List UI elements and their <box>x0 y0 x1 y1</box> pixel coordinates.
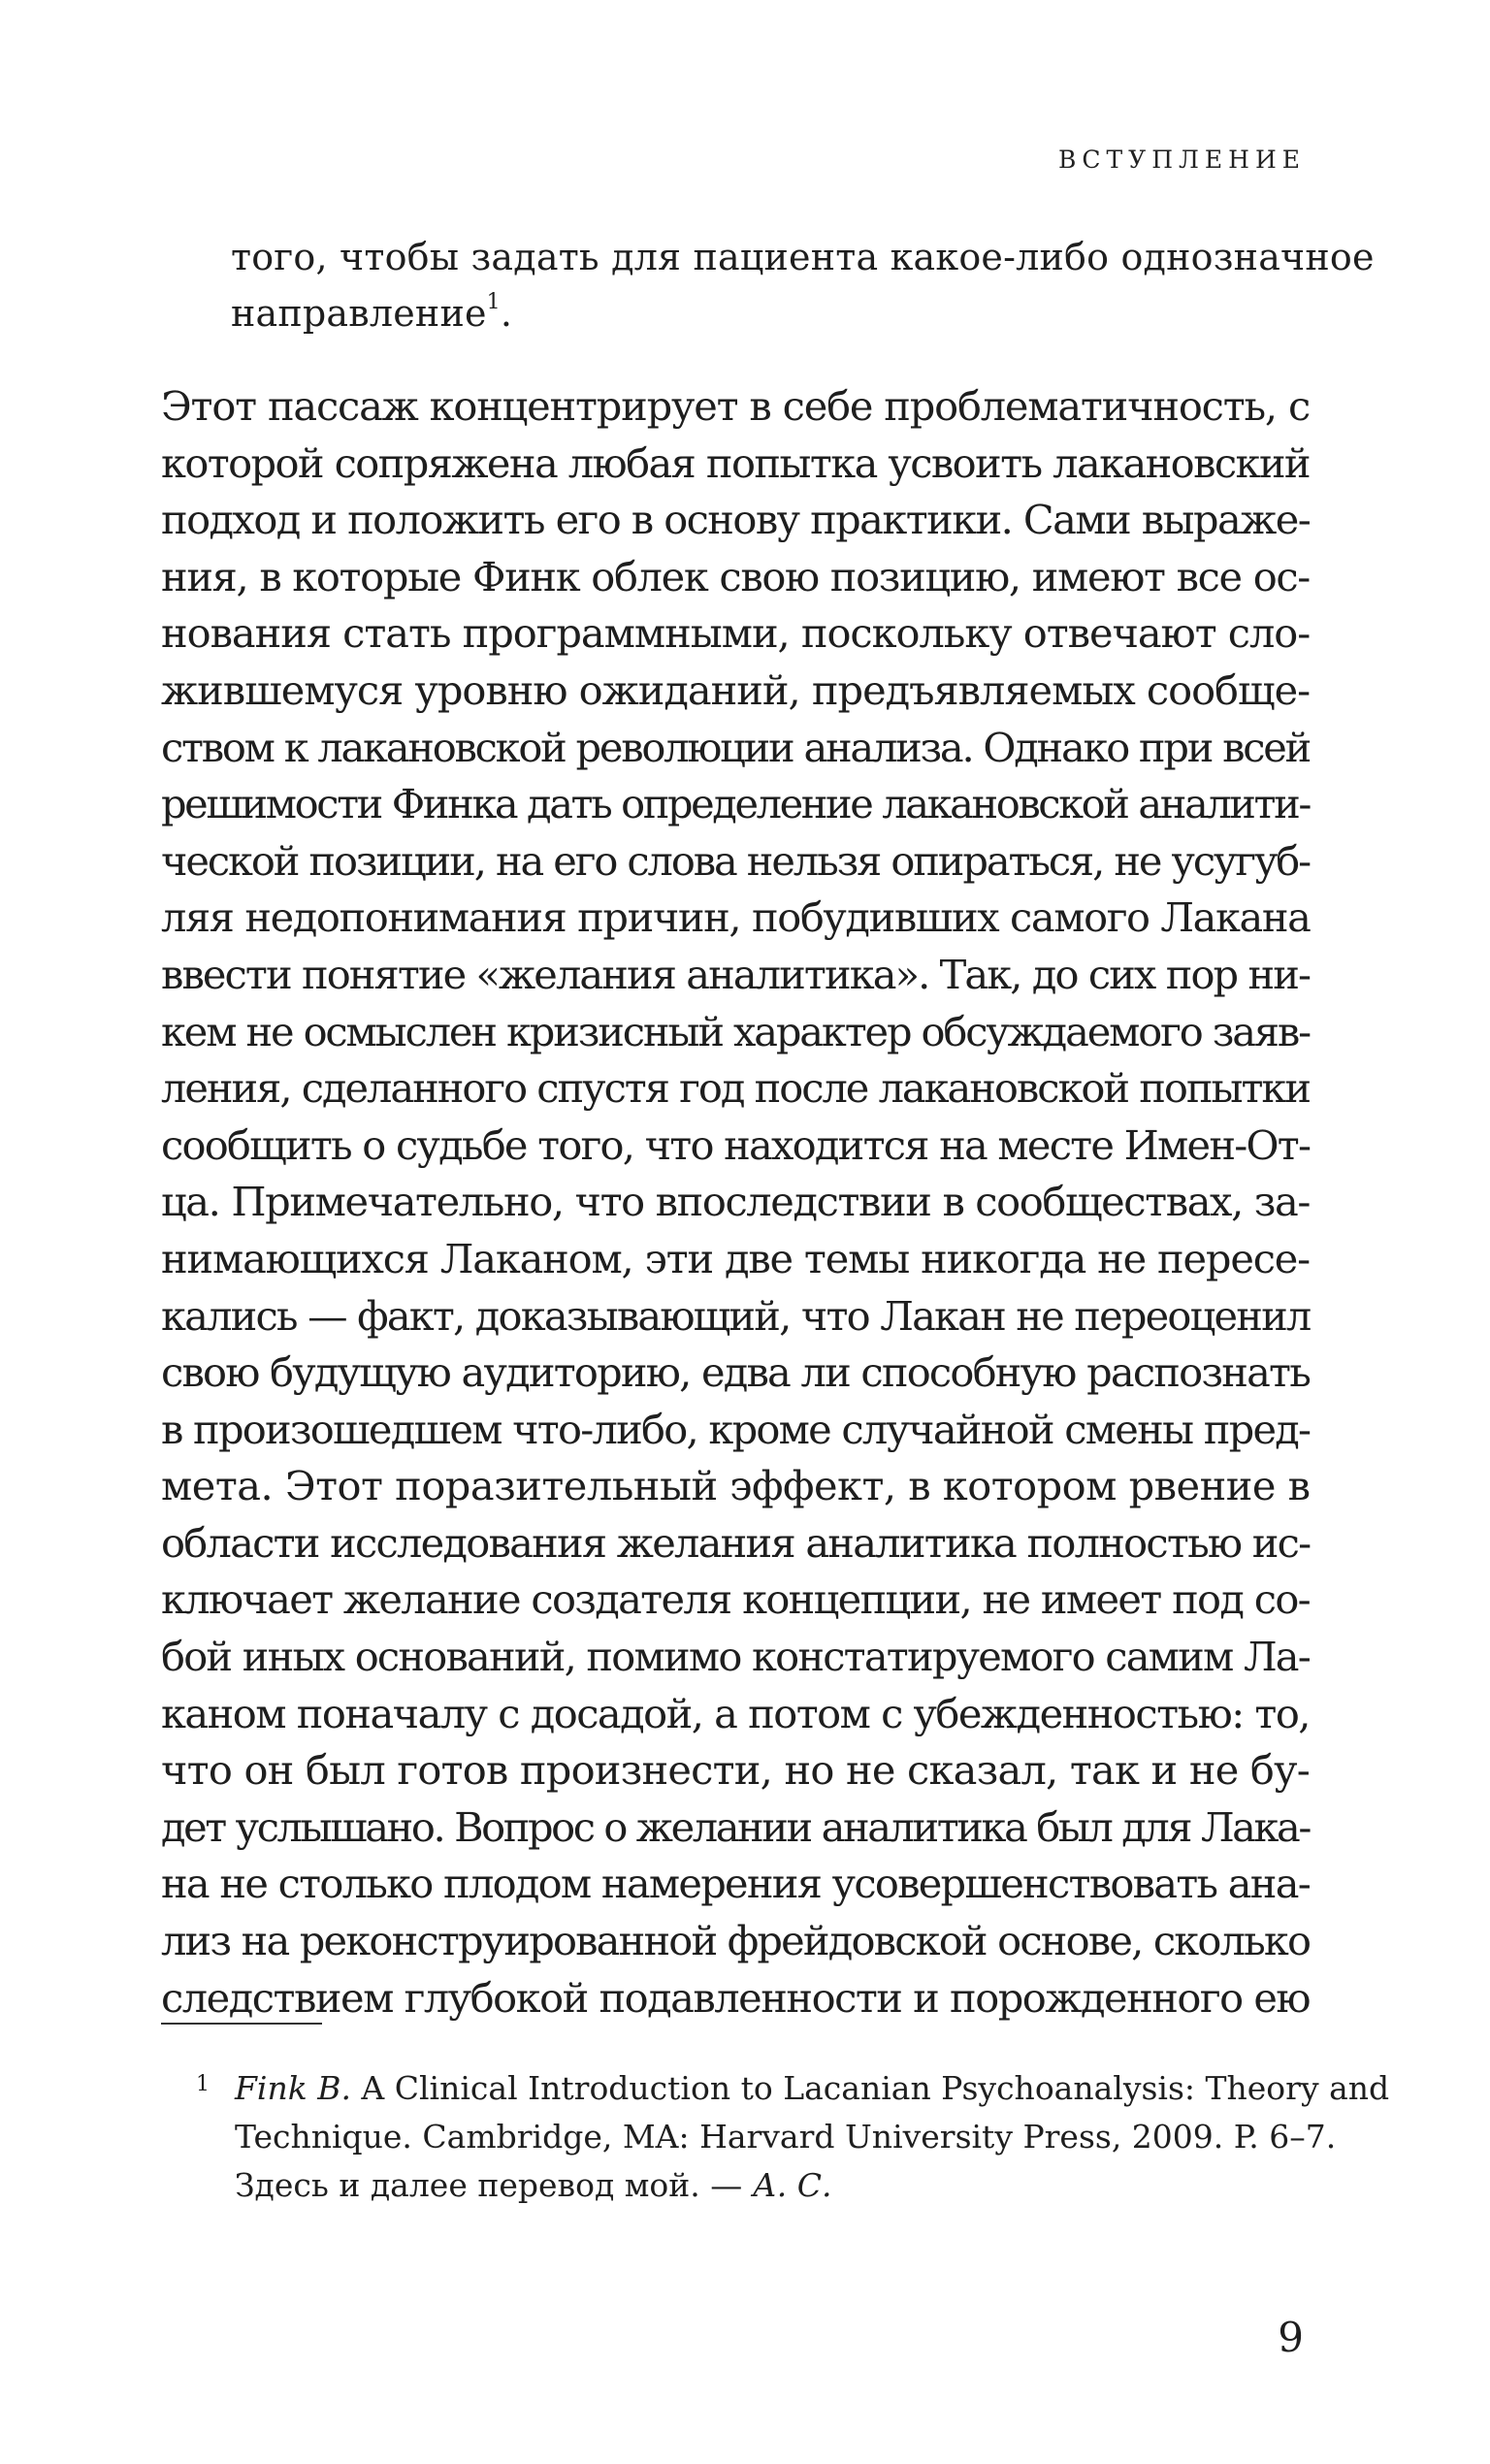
paragraph-line: свою будущую аудиторию, едва ли способную распознать <box>161 1348 1310 1397</box>
paragraph-line: нования стать программными, поскольку отвечают сло- <box>161 609 1311 658</box>
paragraph-line: ввести понятие «желания аналитика». Так, до сих пор ни- <box>161 950 1311 998</box>
paragraph-line: которой сопряжена любая попытка усвоить лакановский <box>161 438 1310 487</box>
running-head: ВСТУПЛЕНИЕ <box>1057 146 1306 174</box>
paragraph-line: жившемуся уровню ожиданий, предъявляемых сообще- <box>161 665 1311 714</box>
paragraph-line: следствием глубокой подавленности и порожденного ею <box>161 1973 1311 2022</box>
footnote-line <box>235 2064 1390 2113</box>
paragraph-line: ческой позиции, на его слова нельзя опираться, не усугуб- <box>161 836 1311 885</box>
footnote-translator-initials: А. С. <box>752 2166 832 2204</box>
footnote-reference[interactable]: 1 <box>486 290 501 315</box>
footnote <box>161 2064 1390 2210</box>
footnote-line <box>235 2161 1315 2210</box>
quote-line-end: . <box>500 292 513 335</box>
paragraph-line: нимающихся Лаканом, эти две темы никогда не пересе- <box>161 1234 1310 1282</box>
quote-line: того, чтобы задать для пациента какое-либо однозначное <box>231 236 1375 278</box>
footnote-note: Здесь и далее перевод мой. — <box>235 2166 753 2204</box>
paragraph-line: ния, в которые Финк облек свою позицию, имеют все ос- <box>161 552 1310 600</box>
quote-line <box>231 285 1308 341</box>
footnote-author: Fink B. <box>235 2069 351 2107</box>
paragraph-line: кались — факт, доказывающий, что Лакан не переоценил <box>161 1291 1311 1340</box>
paragraph-line: на не столько плодом намерения усовершенствовать ана- <box>161 1860 1310 1908</box>
footnote-line: Technique. Cambridge, MA: Harvard University Press, 2009. P. 6–7. <box>235 2118 1337 2156</box>
paragraph-line: кем не осмыслен кризисный характер обсуждаемого заяв- <box>161 1007 1310 1055</box>
paragraph-line: ством к лакановской революции анализа. Однако при всей <box>161 723 1311 771</box>
paragraph-line: бой иных оснований, помимо констатируемого самим Ла- <box>161 1633 1310 1681</box>
block-quote <box>231 229 1375 341</box>
paragraph-line: области исследования желания аналитика полностью ис- <box>161 1518 1311 1567</box>
paragraph-line: лиз на реконструированной фрейдовской основе, сколько <box>161 1917 1311 1965</box>
paragraph-line: подход и положить его в основу практики. Сами выраже- <box>161 496 1311 544</box>
paragraph-line: решимости Финка дать определение лакановской аналити- <box>161 780 1310 828</box>
paragraph-line: сообщить о судьбе того, что находится на месте Имен-От- <box>161 1120 1311 1169</box>
footnote-marker: 1 <box>196 2072 210 2096</box>
paragraph-line: ца. Примечательно, что впоследствии в сообществах, за- <box>161 1178 1310 1226</box>
footnote-divider <box>161 2023 322 2025</box>
footnote-title: A Clinical Introduction to Lacanian Psychoanalysis: Theory and <box>350 2069 1390 2107</box>
paragraph-line: каном поначалу с досадой, а потом с убежденностью: то, <box>161 1689 1310 1737</box>
paragraph-line: Этот пассаж концентрирует в себе проблематичность, с <box>161 382 1310 430</box>
paragraph-line: что он был готов произнести, но не сказал, так и не бу- <box>161 1746 1310 1795</box>
paragraph-line: ления, сделанного спустя год после лакановской попытки <box>161 1064 1310 1113</box>
page-number: 9 <box>1278 2314 1304 2361</box>
paragraph-line: дет услышано. Вопрос о желании аналитика был для Лака- <box>161 1802 1310 1851</box>
footnote-body <box>235 2064 1390 2210</box>
main-paragraph <box>161 378 1310 2026</box>
paragraph-line: в произошедшем что-либо, кроме случайной смены пред- <box>161 1405 1311 1453</box>
quote-line-text: направление <box>231 292 487 335</box>
paragraph-line: ляя недопонимания причин, побудивших самого Лакана <box>161 893 1311 942</box>
paragraph-line: мета. Этот поразительный эффект, в котором рвение в <box>161 1462 1311 1510</box>
paragraph-line: ключает желание создателя концепции, не имеет под со- <box>161 1575 1310 1624</box>
